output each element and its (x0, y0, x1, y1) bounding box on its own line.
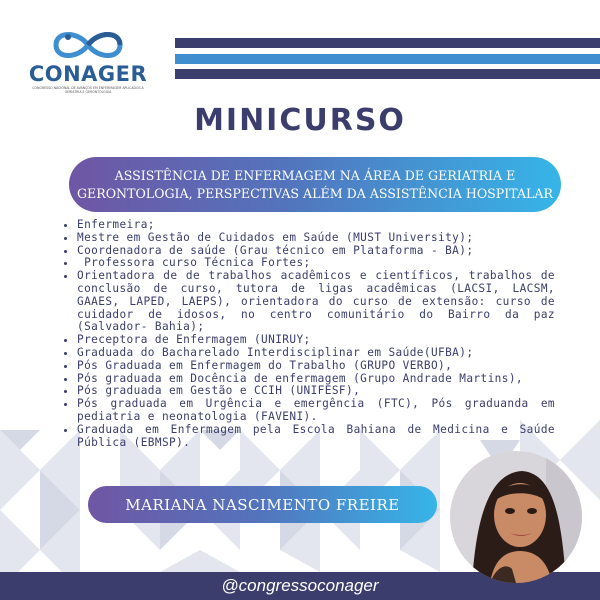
bio-item: • Coordenadora de saúde (Grau técnico em Plataforma - BA); (77, 245, 555, 258)
course-title-line: GERONTOLOGIA, PERSPECTIVAS ALÉM DA ASSISTÊNCIA HOSPITALAR (77, 185, 553, 201)
bio-item: • Preceptora de Enfermagem (UNIRUY; (77, 334, 555, 347)
header-stripe (175, 69, 600, 79)
speaker-name: MARIANA NASCIMENTO FREIRE (125, 495, 400, 514)
speaker-name-banner (88, 486, 437, 523)
speaker-bio-list (62, 219, 555, 449)
bio-item: • Graduada em Enfermagem pela Escola Bahiana de Medicina e Saúde Pública (EBMSP). (77, 424, 555, 450)
social-handle: @congressoconager (221, 576, 379, 595)
speaker-photo (450, 451, 582, 583)
logo-wordmark: CONAGER (28, 62, 148, 86)
conager-logo (28, 28, 148, 100)
bio-item: • Mestre em Gestão de Cuidados em Saúde (MUST University); (77, 232, 555, 245)
course-title-banner (69, 157, 561, 212)
bio-item: • Graduada do Bacharelado Interdisciplinar em Saúde(UFBA); (77, 347, 555, 360)
bio-item: • Pós Graduada em Enfermagem do Trabalho (GRUPO VERBO), (77, 360, 555, 373)
bio-item: • Pós graduada em Docência de enfermagem (Grupo Andrade Martins), (77, 373, 555, 386)
infinity-logo-icon (48, 28, 128, 62)
bio-item: • Pós graduada em Urgência e emergência (FTC), Pós graduanda em pediatria e neonatologia (FAVENI). (77, 398, 555, 424)
bio-item: • Pós graduada em Gestão e CCIH (UNIFESF), (77, 385, 555, 398)
header-stripe (175, 54, 600, 64)
course-title-line: ASSISTÊNCIA DE ENFERMAGEM NA ÁREA DE GERIATRIA E (114, 167, 516, 183)
bio-item: • Orientadora de de trabalhos acadêmicos e científicos, trabalhos de conclusão de curso, tutora de ligas acadêmicas (LACSI, LACSM, GAAES, LAPED, LAEPS), orientadora do curso de extensão: curso de cuidador de idosos, no centro comunitário do Bairro da paz (Salvador- Bahia); (77, 270, 555, 334)
bio-item: • Professora curso Técnica Fortes; (77, 257, 555, 270)
bio-item: • Enfermeira; (77, 219, 555, 232)
header-stripe (175, 38, 600, 48)
logo-subtitle: CONGRESSO NACIONAL DE AVANÇOS EM ENFERMAGEM APLICADOS À GERIATRIA E GERONTOLOGIA (32, 86, 144, 94)
page-title: MINICURSO (194, 103, 406, 138)
